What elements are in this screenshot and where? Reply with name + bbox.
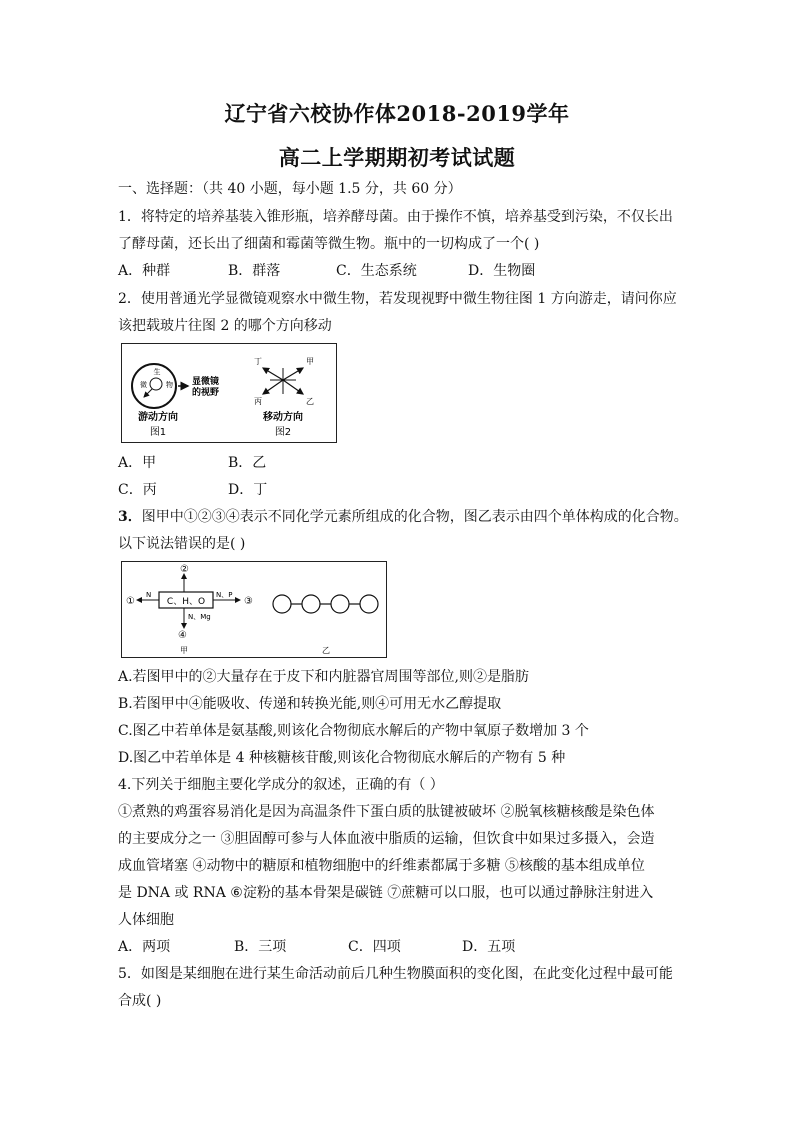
q4-line4: 成血管堵塞 ④动物中的糖原和植物细胞中的纤维素都属于多糖 ⑤核酸的基本组成单位 [118,858,645,874]
q3-option-a: A.若图甲中的②大量存在于皮下和内脏器官周围等部位,则②是脂肪 [118,669,530,685]
view-label-line1: 显微镜 [192,377,220,387]
arrow-ding [263,368,283,380]
organism-label-left: 微 [140,381,147,389]
q1-line2: 了酵母菌，还长出了细菌和霉菌等微生物。瓶中的一切构成了一个( ) [118,236,540,252]
q1-option-c: C．生态系统 [336,263,417,279]
q2-line1: 2．使用普通光学显微镜观察水中微生物，若发现视野中微生物往图 1 方向游走，请问你应 [118,291,677,307]
compound-label-1: ① [126,596,135,607]
monomer-2 [302,595,320,613]
q2-line2: 该把载玻片往图 2 的哪个方向移动 [118,318,332,334]
q3-line1 [118,508,688,526]
fig2-caption: 图2 [274,427,292,438]
monomer-4 [360,595,378,613]
q1-option-b: B．群落 [228,263,281,279]
organism-label-mid: 物 [166,381,173,389]
q5-line2: 合成( ) [118,993,162,1009]
left-element: N [146,591,152,599]
fig2-label-jia: 甲 [306,357,314,366]
q1-option-a: A．种群 [118,263,171,279]
q2-figure [121,343,337,443]
q1-option-d: D．生物圈 [468,263,536,279]
compound-label-2: ② [180,564,189,575]
arrow-bing [263,380,283,394]
q2-option-b: B．乙 [228,455,267,471]
q4-line2: ①煮熟的鸡蛋容易消化是因为高温条件下蛋白质的肽键被破坏 ②脱氧核糖核酸是染色体 [118,804,655,820]
q3-option-d: D.图乙中若单体是 4 种核糖核苷酸,则该化合物彻底水解后的产物有 5 种 [118,750,566,766]
q2-option-c: C．丙 [118,482,157,498]
q4-option-c: C．四项 [348,939,401,955]
arrow-yi [283,380,303,394]
q4-option-d: D．五项 [462,939,516,955]
right-element: N、P [216,591,233,599]
q3-figure [121,561,387,658]
monomer-3 [331,595,349,613]
element-box-text: C、H、O [166,597,206,607]
organism-label-top: 生 [153,368,161,376]
arrow-jia [283,368,303,380]
fig2-label-bing: 丙 [254,397,262,406]
q5-line1: 5．如图是某细胞在进行某生命活动前后几种生物膜面积的变化图，在此变化过程中最可能 [118,966,673,982]
microscope-figure [122,344,336,442]
q4-line5: 是 DNA 或 RNA ⑥淀粉的基本骨架是碳链 ⑦蔗糖可以口服，也可以通过静脉注射进入 [118,885,654,901]
caption-jia: 甲 [180,646,188,655]
monomer-1 [273,595,291,613]
page-title-line1: 辽宁省六校协作体2018-2019学年 [224,101,570,126]
q4-line6: 人体细胞 [118,912,174,928]
fig2-caption-top: 移动方向 [263,412,303,423]
q3-number: 3． [118,509,142,525]
compound-figure [122,562,386,657]
q1-line1: 1．将特定的培养基装入锥形瓶，培养酵母菌。由于操作不慎，培养基受到污染，不仅长出 [118,209,673,225]
section-heading: 一、选择题：（共 40 小题，每小题 1.5 分，共 60 分） [118,181,462,197]
q3-option-c: C.图乙中若单体是氨基酸,则该化合物彻底水解后的产物中氧原子数增加 3 个 [118,723,589,739]
compound-label-3: ③ [244,596,253,607]
bottom-element: N、Mg [188,613,211,621]
fig2-label-ding: 丁 [254,357,262,366]
caption-yi: 乙 [322,646,330,655]
fig2-label-yi: 乙 [306,397,314,406]
q4-line1: 4.下列关于细胞主要化学成分的叙述，正确的有（ ） [118,777,444,793]
compound-label-4: ④ [178,630,187,641]
q3-option-b: B.若图甲中④能吸收、传递和转换光能,则④可用无水乙醇提取 [118,696,502,712]
page-title-line2: 高二上学期期初考试试题 [278,145,516,170]
fig1-caption-top: 游动方向 [138,412,178,423]
q3-line2: 以下说法错误的是( ) [118,536,246,552]
organism-icon [150,378,162,390]
view-label-line2: 的视野 [192,388,220,398]
q4-option-a: A．两项 [118,939,171,955]
q2-option-a: A．甲 [118,455,157,471]
fig1-caption: 图1 [149,427,167,438]
q3-line1-text: 图甲中①②③④表示不同化学元素所组成的化合物，图乙表示由四个单体构成的化合物。 [141,509,688,525]
swim-arrow [144,389,152,397]
q2-option-d: D．丁 [228,482,268,498]
q4-line3: 的主要成分之一 ③胆固醇可参与人体血液中脂质的运输，但饮食中如果过多摄入，会造 [118,831,655,847]
q4-option-b: B．三项 [234,939,287,955]
